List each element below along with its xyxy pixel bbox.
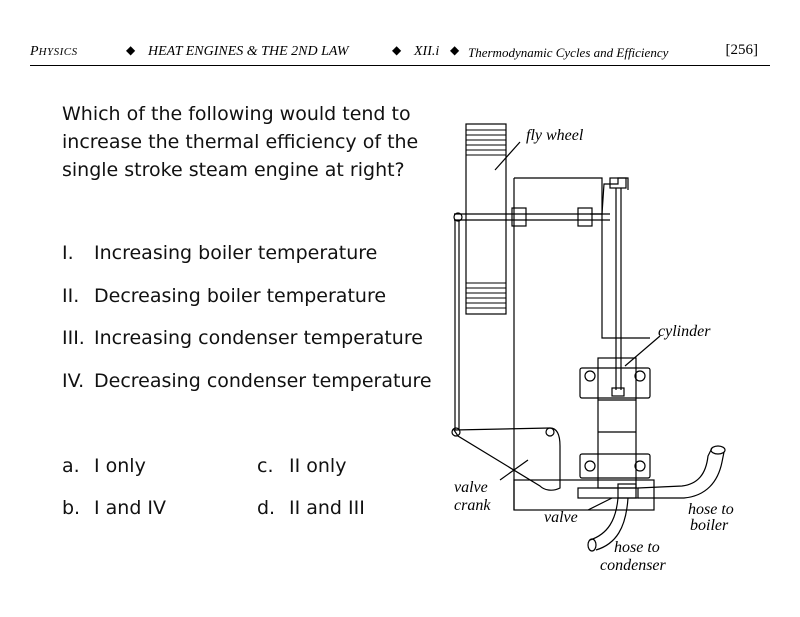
topic-title: Thermodynamic Cycles and Efficiency xyxy=(468,45,669,60)
bullet-icon: ◆ xyxy=(450,43,460,57)
statement-text: Decreasing boiler temperature xyxy=(94,285,387,307)
option-letter: d. xyxy=(257,497,276,519)
page-number: [256] xyxy=(725,42,758,58)
option-letter: b. xyxy=(62,497,81,519)
option-text: II only xyxy=(289,455,347,477)
section-number: XII.i xyxy=(414,44,440,59)
subject-rest: HYSICS xyxy=(38,46,78,58)
hose-condenser-label-line1: hose to xyxy=(614,539,660,556)
statement-4 xyxy=(62,370,432,392)
option-c[interactable] xyxy=(257,455,346,477)
page-header xyxy=(30,40,770,66)
subject-initial: P xyxy=(30,44,39,59)
option-d[interactable] xyxy=(257,497,365,519)
hose-boiler-label-line2: boiler xyxy=(690,517,729,534)
bullet-icon: ◆ xyxy=(392,43,402,57)
steam-engine-drawing xyxy=(440,110,780,590)
statement-number: I. xyxy=(62,242,74,264)
statement-number: IV. xyxy=(62,370,85,392)
statement-3 xyxy=(62,327,423,349)
option-text: I and IV xyxy=(94,497,167,519)
steam-engine-diagram xyxy=(440,110,780,590)
statement-1 xyxy=(62,242,377,264)
bullet-icon: ◆ xyxy=(126,43,136,57)
option-b[interactable] xyxy=(62,497,166,519)
chapter-title: HEAT ENGINES & THE 2ND LAW xyxy=(148,44,349,59)
valve-crank-label-line1: valve xyxy=(454,479,488,496)
hose-boiler-label-line1: hose to xyxy=(688,501,734,518)
statement-text: Decreasing condenser temperature xyxy=(94,370,432,392)
question-text: Which of the following would tend to increase the thermal efficiency of the single stroke steam engine at right? xyxy=(62,103,419,181)
option-a[interactable] xyxy=(62,455,146,477)
header-rule xyxy=(30,65,770,66)
statement-2 xyxy=(62,285,386,307)
flywheel-label: fly wheel xyxy=(526,127,584,144)
subject-name xyxy=(30,44,78,60)
statement-number: III. xyxy=(62,327,85,349)
option-letter: c. xyxy=(257,455,274,477)
flywheel-shape xyxy=(466,124,506,314)
valve-crank-label-line2: crank xyxy=(454,497,491,514)
statement-text: Increasing condenser temperature xyxy=(94,327,423,349)
cylinder-label: cylinder xyxy=(658,323,711,340)
option-letter: a. xyxy=(62,455,80,477)
option-text: II and III xyxy=(289,497,365,519)
hose-condenser-label-line2: condenser xyxy=(600,557,666,574)
valve-label: valve xyxy=(544,509,578,526)
statement-text: Increasing boiler temperature xyxy=(94,242,378,264)
option-text: I only xyxy=(94,455,146,477)
statement-number: II. xyxy=(62,285,80,307)
